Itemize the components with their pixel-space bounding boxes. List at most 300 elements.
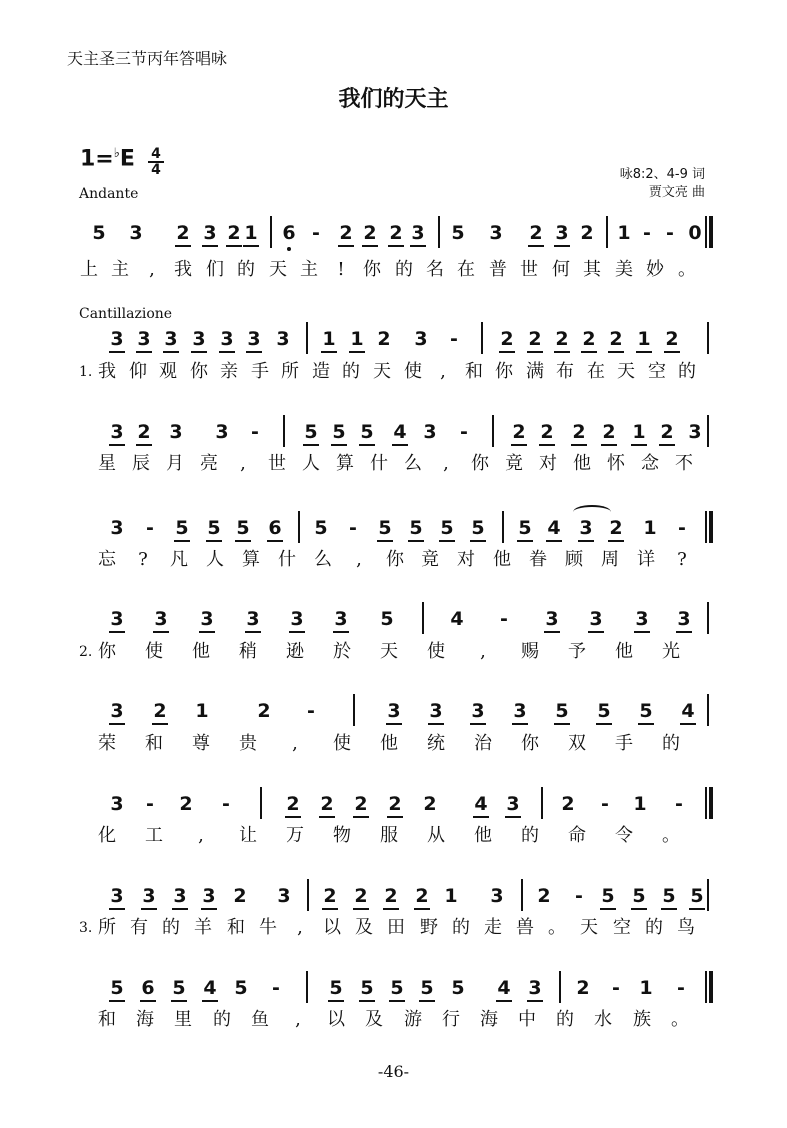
note: 1 [639,977,653,999]
note: 1 [238,222,264,244]
note: 5 [434,517,460,539]
dash-extension: - [146,517,154,539]
lyric-char: ? [138,549,148,570]
lyric-char: 眷 [529,549,547,570]
note: 3 [405,222,431,244]
lyric-char: 人 [206,549,224,570]
lyric-char: 使 [404,361,422,382]
note: 3 [688,421,702,443]
barline [353,694,355,726]
note: 3 [110,793,124,815]
tempo-marking: Andante [79,186,139,202]
lyrics-line-8 [0,916,787,940]
lyric-char: 你 [190,361,208,382]
note: 5 [380,608,394,630]
lyric-char: 命 [568,825,586,846]
lyric-char: 物 [333,825,351,846]
note: 2 [523,222,549,244]
key-note: E [119,146,135,172]
page-header: 天主圣三节丙年答唱咏 [67,49,228,68]
lyric-char: 你 [521,733,539,754]
lyric-char: 怀 [607,453,625,474]
lyric-char: 以 [323,917,341,938]
lyric-char: 和 [465,361,483,382]
lyric-char: 念 [641,453,659,474]
note: 2 [377,328,391,350]
note: 5 [326,421,352,443]
notation-row-5 [0,608,787,644]
lyric-char: 他 [380,733,398,754]
barline [606,216,608,248]
note: 3 [583,608,609,630]
lyric-char: 世 [268,453,286,474]
note: 5 [384,977,410,999]
lyric-char: 月 [166,453,184,474]
note: 5 [591,700,617,722]
verse-number: 3. [79,920,93,936]
note: 3 [465,700,491,722]
note: 3 [167,885,193,907]
note: 5 [451,222,465,244]
time-denominator: 4 [151,162,161,178]
lyric-char: 族 [633,1009,651,1030]
note: 5 [549,700,575,722]
lyric-char: 我 [98,361,116,382]
lyric-char: 统 [427,733,445,754]
lyric-char: 算 [242,549,260,570]
note: 5 [372,517,398,539]
lyric-char: 所 [281,361,299,382]
lyric-char: 让 [239,825,257,846]
note: 3 [104,885,130,907]
lyric-char: 羊 [194,917,212,938]
note: 2 [131,421,157,443]
note: 2 [506,421,532,443]
lyric-char: 使 [333,733,351,754]
barline [492,415,494,447]
lyric-char: 水 [594,1009,612,1030]
lyric-char: 稍 [239,641,257,662]
lyric-char: 双 [568,733,586,754]
lyric-char: 对 [539,453,557,474]
note: 2 [383,222,409,244]
note: 4 [197,977,223,999]
note: 2 [576,977,590,999]
barline [306,322,308,354]
key-prefix: 1= [80,146,114,172]
lyric-char: , [292,733,298,754]
dash-extension: - [312,222,320,244]
note: 3 [241,328,267,350]
music-credit: 贾文亮 曲 [648,185,705,200]
note: 3 [158,328,184,350]
lyric-char: 於 [333,641,351,662]
note: 3 [381,700,407,722]
note: 5 [201,517,227,539]
lyric-char: 海 [136,1009,154,1030]
dash-extension: - [222,793,230,815]
lyric-char: 什 [370,453,388,474]
lyric-char: , [440,361,446,382]
final-barline [705,787,713,819]
lyric-char: 亲 [220,361,238,382]
dash-extension: - [612,977,620,999]
note: 2 [603,517,629,539]
lyric-char: , [443,453,449,474]
dash-extension: - [575,885,583,907]
time-numerator: 4 [148,147,164,163]
lyric-char: 工 [145,825,163,846]
lyric-char: 以 [327,1009,345,1030]
lyric-char: 天 [580,917,598,938]
barline [270,216,272,248]
note: 5 [169,517,195,539]
lyric-char: 你 [386,549,404,570]
lyric-char: 的 [237,259,255,280]
lyric-char: 和 [145,733,163,754]
lyric-char: 的 [678,361,696,382]
lyric-char: 手 [615,733,633,754]
cantillazione-marking: Cantillazione [79,306,173,322]
barline [521,879,523,911]
note: 6 [276,222,302,244]
lyric-char: ? [677,549,687,570]
note: 2 [317,885,343,907]
note: 5 [656,885,682,907]
note: 5 [451,977,465,999]
verse-number: 2. [79,644,93,660]
barline [283,415,285,447]
lyric-char: 人 [302,453,320,474]
lyric-char: , [297,917,303,938]
note: 2 [357,222,383,244]
note: 2 [549,328,575,350]
lyric-char: 。 [548,917,566,938]
lyric-char: 周 [601,549,619,570]
lyric-char: 忘 [98,549,116,570]
dash-extension: - [307,700,315,722]
dash-extension: - [678,517,686,539]
flat-sign: ♭ [113,146,120,161]
lyric-char: 逊 [286,641,304,662]
lyric-char: 他 [573,453,591,474]
lyric-char: 鱼 [251,1009,269,1030]
lyric-char: 满 [526,361,544,382]
note: 1 [633,793,647,815]
note: 3 [186,328,212,350]
lyric-char: 仰 [129,361,147,382]
note: 1 [195,700,209,722]
note: 2 [423,793,437,815]
barline [707,879,709,911]
lyric-char: 及 [365,1009,383,1030]
note: 5 [354,977,380,999]
note: 1 [316,328,342,350]
lyric-char: 他 [493,549,511,570]
final-barline [705,971,713,1003]
lyric-char: 普 [489,259,507,280]
lyric-char: 空 [613,917,631,938]
lyric-char: 们 [206,259,224,280]
note: 2 [576,328,602,350]
time-signature [148,147,164,177]
note: 5 [403,517,429,539]
note: 5 [104,977,130,999]
note: 2 [596,421,622,443]
note: 5 [166,977,192,999]
note: 1 [643,517,657,539]
note: 3 [196,885,222,907]
lyric-char: 天 [269,259,287,280]
note: 3 [414,328,428,350]
note: 3 [104,421,130,443]
lyric-char: 手 [251,361,269,382]
lyric-char: 天 [380,641,398,662]
lyric-char: 野 [420,917,438,938]
lyric-char: 天 [617,361,635,382]
lyric-char: 荣 [98,733,116,754]
dash-extension: - [460,421,468,443]
dash-extension: - [450,328,458,350]
note: 2 [314,793,340,815]
lyric-char: 的 [645,917,663,938]
lyrics-line-2 [0,360,787,384]
note: 3 [240,608,266,630]
note: 5 [234,977,248,999]
lyric-char: 尊 [192,733,210,754]
lyric-char: 上 [80,259,98,280]
note: 4 [675,700,701,722]
final-barline [705,216,713,248]
note: 3 [197,222,223,244]
lyric-char: , [480,641,486,662]
final-barline [705,511,713,543]
note: 3 [500,793,526,815]
dash-extension: - [643,222,651,244]
note: 5 [595,885,621,907]
note: 2 [221,222,247,244]
note: 4 [387,421,413,443]
note: 2 [522,328,548,350]
lyric-char: 主 [111,259,129,280]
lyric-char: 天 [373,361,391,382]
note: 3 [539,608,565,630]
lyric-char: 。 [671,1009,689,1030]
note: 2 [537,885,551,907]
lyric-char: 万 [286,825,304,846]
note: 2 [659,328,685,350]
lyric-char: 。 [678,259,696,280]
lyric-char: 和 [227,917,245,938]
lyric-char: 使 [427,641,445,662]
note: 3 [214,328,240,350]
lyric-char: 在 [587,361,605,382]
lyric-char: 你 [363,259,381,280]
lyric-char: 凡 [170,549,188,570]
lyric-char: 星 [98,453,116,474]
note: 1 [617,222,631,244]
note: 3 [549,222,575,244]
note: 2 [280,793,306,815]
note: 4 [541,517,567,539]
lyric-char: 的 [213,1009,231,1030]
barline [422,602,424,634]
note: 3 [104,608,130,630]
note: 3 [490,885,504,907]
lyric-char: 行 [442,1009,460,1030]
barline [559,971,561,1003]
note: 2 [378,885,404,907]
note: 5 [414,977,440,999]
note: 3 [507,700,533,722]
lyric-char: 亮 [200,453,218,474]
lyric-char: , [149,259,155,280]
lyric-char: 的 [521,825,539,846]
lyric-char: 赐 [521,641,539,662]
lyric-char: 名 [426,259,444,280]
lyric-char: 造 [312,361,330,382]
note: 5 [465,517,491,539]
lyric-char: 你 [495,361,513,382]
barline [481,322,483,354]
note: 6 [262,517,288,539]
note: 5 [626,885,652,907]
barline [260,787,262,819]
note: 3 [131,328,157,350]
lyric-char: ! [337,259,345,280]
note: 5 [314,517,328,539]
dash-extension: - [500,608,508,630]
lyric-char: 什 [278,549,296,570]
note: 5 [684,885,710,907]
note: 1 [631,328,657,350]
barline [438,216,440,248]
note: 3 [573,517,599,539]
dash-extension: - [675,793,683,815]
key-signature [80,146,135,171]
barline [707,322,709,354]
notation-row-6 [0,700,787,736]
note: 5 [92,222,106,244]
lyric-char: 鸟 [677,917,695,938]
note: 3 [423,421,437,443]
note: 5 [354,421,380,443]
note: 3 [215,421,229,443]
lyric-char: 田 [387,917,405,938]
lyric-char: 他 [474,825,492,846]
note: 1 [626,421,652,443]
note: 5 [323,977,349,999]
note: 3 [671,608,697,630]
lyric-char: 竟 [505,453,523,474]
lyric-char: 么 [404,453,422,474]
lyric-char: 你 [471,453,489,474]
lyric-char: 布 [556,361,574,382]
note: 0 [688,222,702,244]
song-title: 我们的天主 [338,86,449,112]
note: 3 [522,977,548,999]
lyric-char: 。 [662,825,680,846]
note: 2 [179,793,193,815]
note: 2 [348,793,374,815]
note: 4 [468,793,494,815]
note: 5 [230,517,256,539]
note: 3 [129,222,143,244]
lyric-char: 辰 [132,453,150,474]
lyric-char: 游 [404,1009,422,1030]
notation-row-2 [0,328,787,364]
lyric-char: 的 [662,733,680,754]
lyrics-line-4 [0,548,787,572]
verse-number: 1. [79,364,93,380]
lyric-char: 服 [380,825,398,846]
lyric-char: 走 [484,917,502,938]
barline [541,787,543,819]
lyric-char: 从 [427,825,445,846]
lyric-char: 他 [615,641,633,662]
note: 3 [136,885,162,907]
lyrics-line-6 [0,732,787,756]
note: 2 [333,222,359,244]
lyric-char: 我 [174,259,192,280]
dash-extension: - [272,977,280,999]
lyric-char: 的 [556,1009,574,1030]
note: 1 [344,328,370,350]
lyric-char: 贵 [239,733,257,754]
lyric-char: 所 [98,917,116,938]
note: 3 [110,517,124,539]
lyric-char: 竟 [421,549,439,570]
lyric-char: 其 [583,259,601,280]
lyric-char: 及 [355,917,373,938]
dash-extension: - [601,793,609,815]
lyric-char: 的 [162,917,180,938]
barline [298,511,300,543]
lyric-char: , [295,1009,301,1030]
note: 2 [654,421,680,443]
lyric-char: 他 [192,641,210,662]
lyric-char: 海 [480,1009,498,1030]
lyric-char: 空 [648,361,666,382]
lyric-char: 在 [457,259,475,280]
note: 2 [566,421,592,443]
dash-extension: - [677,977,685,999]
note: 2 [603,328,629,350]
lyrics-line-1 [0,258,787,282]
lyric-char: 令 [615,825,633,846]
lyric-char: 的 [452,917,470,938]
barline [707,694,709,726]
note: 2 [534,421,560,443]
note: 3 [104,328,130,350]
lyric-char: 兽 [516,917,534,938]
note: 6 [135,977,161,999]
lyrics-line-3 [0,452,787,476]
lyric-char: 有 [130,917,148,938]
note: 2 [382,793,408,815]
lyric-char: 么 [314,549,332,570]
note: 2 [170,222,196,244]
lyric-char: 主 [300,259,318,280]
barline [307,879,309,911]
notation-row-1 [0,222,787,258]
lyric-char: 牛 [259,917,277,938]
lyric-char: 顾 [565,549,583,570]
note: 1 [444,885,458,907]
lyric-char: 不 [675,453,693,474]
lyric-char: 的 [342,361,360,382]
tie-slur [573,505,611,519]
